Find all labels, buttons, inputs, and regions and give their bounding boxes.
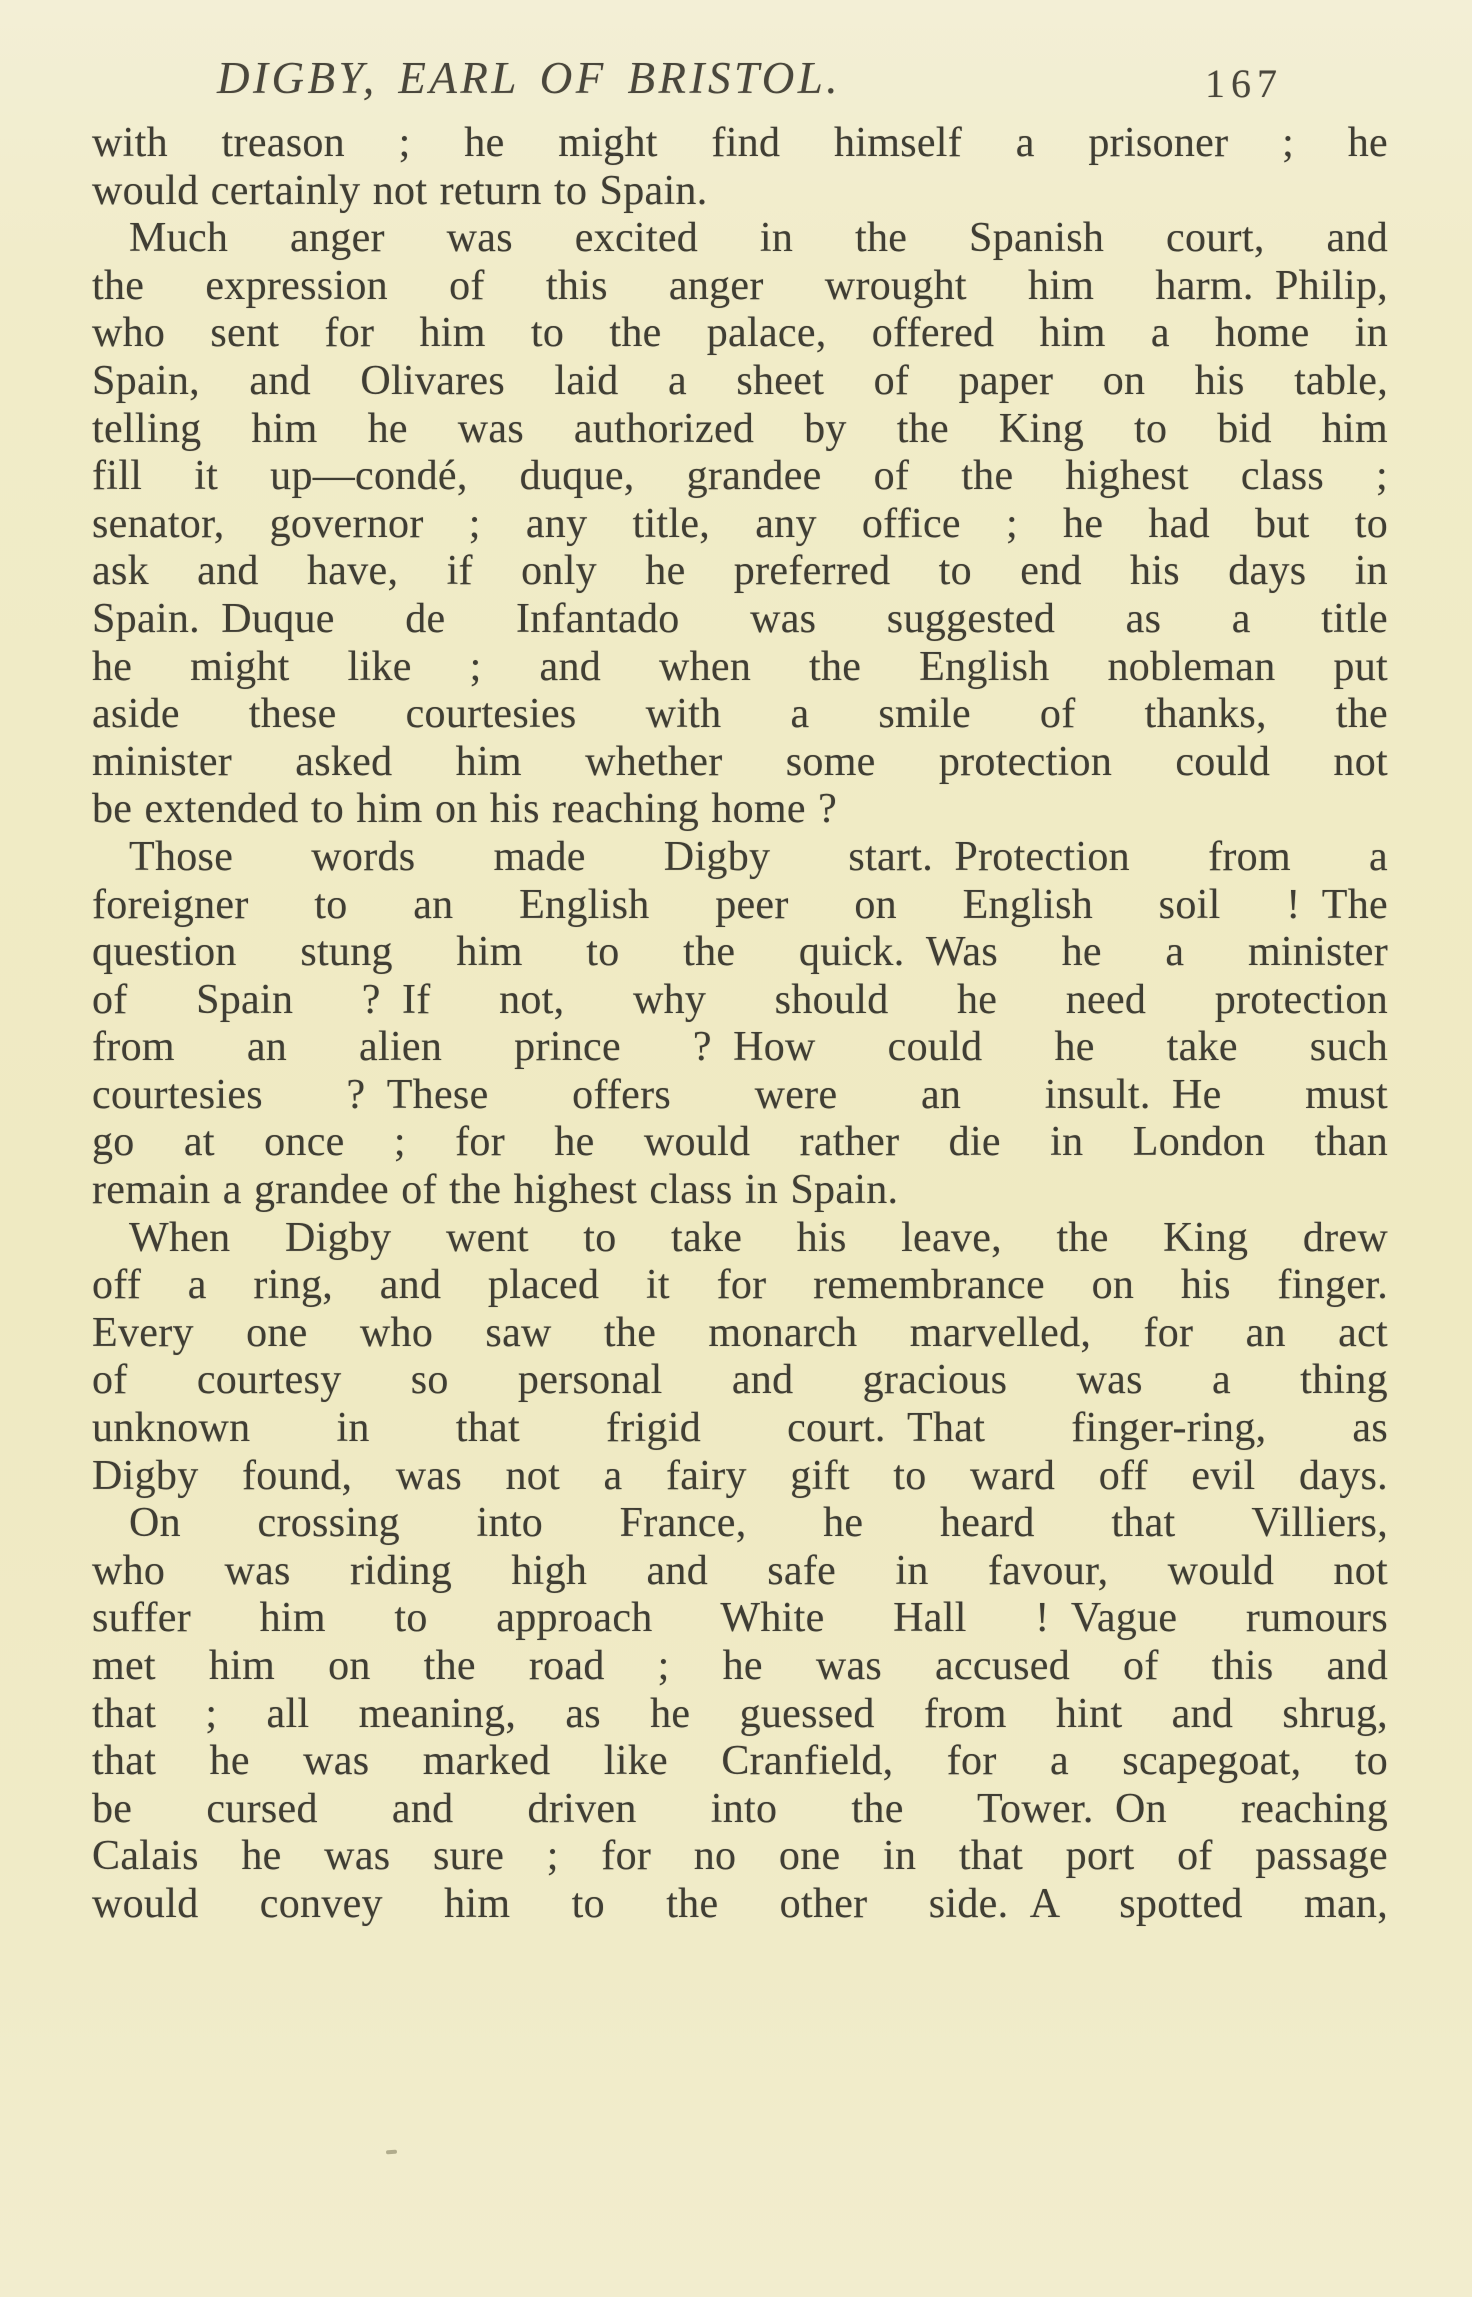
text-line: with treason ; he might find himself a prisoner ; he <box>92 120 1388 166</box>
text-line: senator, governor ; any title, any office ; he had but to <box>92 500 1388 547</box>
text-line: who sent for him to the palace, offered him a home in <box>92 310 1388 357</box>
text-line: suffer him to approach White Hall ! Vague rumours <box>92 1595 1388 1642</box>
page-text <box>92 120 1388 1929</box>
text-line: Spain. Duque de Infantado was suggested as a title <box>92 595 1388 642</box>
text-line: remain a grandee of the highest class in Spain. <box>92 1167 899 1214</box>
text-line: who was riding high and safe in favour, would not <box>92 1547 1388 1594</box>
text-line: the expression of this anger wrought him harm. Philip, <box>92 262 1388 309</box>
text-line: be extended to him on his reaching home ? <box>92 786 838 833</box>
text-line: foreigner to an English peer on English soil ! The <box>92 881 1388 928</box>
text-line: question stung him to the quick. Was he a minister <box>92 929 1388 976</box>
text-line: he might like ; and when the English nobleman put <box>92 643 1388 690</box>
page-number: 167 <box>1205 61 1283 106</box>
paragraph <box>92 1500 1388 1928</box>
running-header <box>0 52 1472 122</box>
text-line: Spain, and Olivares laid a sheet of paper on his table, <box>92 357 1388 404</box>
paragraph <box>92 215 1388 834</box>
text-line: off a ring, and placed it for remembrance on his finger. <box>92 1262 1388 1309</box>
text-line: fill it up—condé, duque, grandee of the highest class ; <box>92 453 1388 500</box>
text-line: of Spain ? If not, why should he need protection <box>92 976 1388 1023</box>
paragraph <box>92 120 1388 215</box>
text-line: Calais he was sure ; for no one in that port of passage <box>92 1833 1388 1880</box>
text-line: telling him he was authorized by the King to bid him <box>92 405 1388 452</box>
text-line: from an alien prince ? How could he take such <box>92 1024 1388 1071</box>
text-line: Those words made Digby start. Protection from a <box>129 833 1388 880</box>
text-line: met him on the road ; he was accused of this and <box>92 1643 1388 1689</box>
text-line: courtesies ? These offers were an insult. He must <box>92 1071 1388 1118</box>
scan-speck <box>386 2150 397 2155</box>
text-line: that he was marked like Cranfield, for a scapegoat, to <box>92 1738 1388 1785</box>
text-line: unknown in that frigid court. That finger-ring, as <box>92 1405 1388 1452</box>
text-line: When Digby went to take his leave, the King drew <box>129 1214 1388 1261</box>
text-line: of courtesy so personal and gracious was a thing <box>92 1357 1388 1404</box>
text-line: would certainly not return to Spain. <box>92 167 708 214</box>
text-line: aside these courtesies with a smile of thanks, the <box>92 691 1388 738</box>
text-line: be cursed and driven into the Tower. On reaching <box>92 1785 1388 1832</box>
text-line: Much anger was excited in the Spanish court, and <box>129 215 1388 262</box>
text-line: minister asked him whether some protection could not <box>92 738 1388 785</box>
text-line: that ; all meaning, as he guessed from hint and shrug, <box>92 1690 1388 1737</box>
page-title: DIGBY, EARL OF BRISTOL. <box>217 53 841 103</box>
paragraph <box>92 834 1388 1215</box>
text-line: would convey him to the other side. A spotted man, <box>92 1880 1388 1927</box>
paragraph <box>92 1215 1388 1501</box>
text-line: go at once ; for he would rather die in London than <box>92 1119 1388 1166</box>
text-line: On crossing into France, he heard that Villiers, <box>129 1500 1388 1547</box>
text-line: Digby found, was not a fairy gift to ward off evil days. <box>92 1452 1388 1499</box>
text-line: Every one who saw the monarch marvelled, for an act <box>92 1309 1388 1356</box>
text-line: ask and have, if only he preferred to end his days in <box>92 548 1388 595</box>
